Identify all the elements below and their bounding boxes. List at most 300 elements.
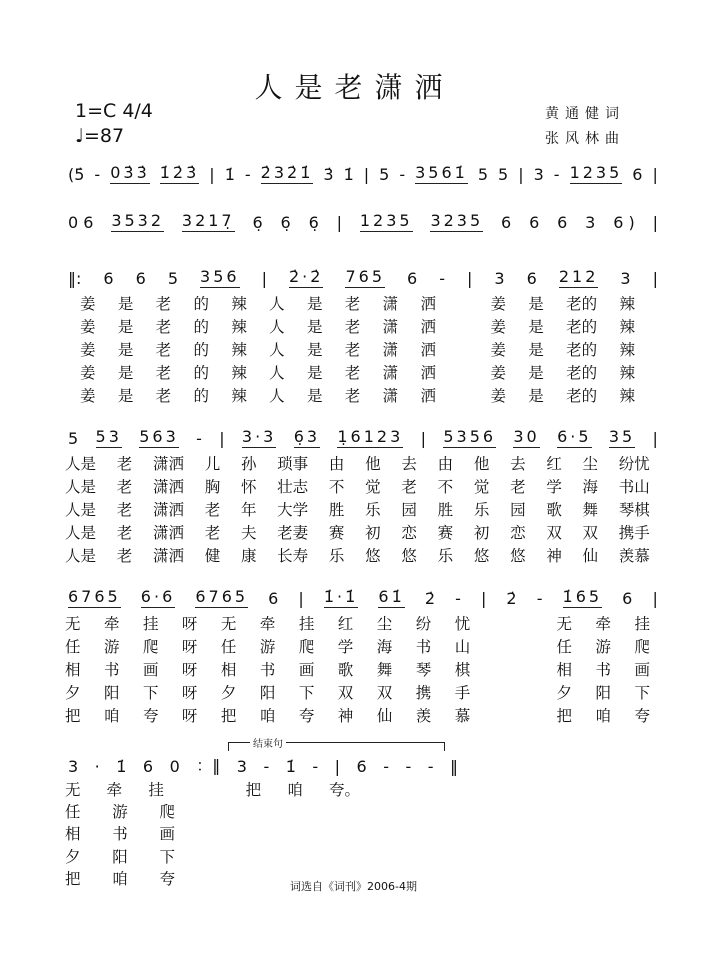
- lyric-word: [458, 315, 468, 337]
- lyric-word: 书山: [618, 478, 650, 496]
- lyrics-line: [80, 292, 635, 314]
- note: 3217̣: [181, 211, 235, 230]
- note: 2̇32̇1̇: [260, 163, 314, 182]
- note: 1̣6123: [337, 427, 404, 446]
- lyric-word: 牵: [106, 781, 123, 799]
- lyric-word: 去: [510, 455, 526, 473]
- lyric-word: 挂: [142, 615, 159, 633]
- lyric-word: 是: [117, 295, 134, 313]
- lyric-word: 是: [528, 364, 544, 382]
- lyric-word: 仙: [582, 547, 599, 565]
- lyric-word: 把: [245, 781, 262, 799]
- lyric-word: 辣: [619, 387, 635, 405]
- note: 61̇: [378, 587, 405, 606]
- lyric-word: 夸。: [328, 781, 360, 799]
- lyric-word: 胸: [204, 478, 221, 496]
- lyric-word: 双: [582, 524, 599, 542]
- lyric-word: 潇洒: [152, 455, 184, 473]
- note: 6: [501, 213, 512, 232]
- note: -: [427, 757, 434, 776]
- lyric-word: 人是: [65, 455, 97, 473]
- barline: |: [652, 429, 658, 448]
- lyrics-line: [65, 845, 175, 867]
- lyric-word: 洒: [420, 295, 436, 313]
- lyric-word: 孙: [240, 455, 257, 473]
- barline: |: [518, 165, 524, 184]
- lyric-word: 康: [240, 547, 257, 565]
- lyric-word: 初: [365, 524, 381, 542]
- lyric-word: 海: [376, 638, 393, 656]
- lyric-word: 老妻: [277, 524, 309, 542]
- lyric-word: 夸: [634, 707, 650, 725]
- lyric-word: 夸: [298, 707, 315, 725]
- lyric-word: 辣: [619, 295, 635, 313]
- lyric-word: 辣: [619, 341, 635, 359]
- lyric-word: 由: [437, 455, 454, 473]
- lyric-word: 人: [269, 341, 285, 359]
- lyric-word: 琴: [415, 661, 432, 679]
- barline: ‖:: [68, 269, 82, 288]
- note: 3: [68, 757, 79, 776]
- lyric-word: 潇: [382, 341, 399, 359]
- note: 6: [103, 269, 114, 288]
- note: -: [263, 757, 270, 776]
- lyric-word: 姜: [80, 318, 96, 336]
- lyric-word: 老: [155, 295, 172, 313]
- notation-line: [68, 752, 458, 776]
- lyric-word: 书: [415, 638, 432, 656]
- note: 3: [236, 757, 247, 776]
- lyric-word: 姜: [80, 364, 96, 382]
- lyric-word: 胜: [328, 501, 345, 519]
- lyric-word: 画: [298, 661, 315, 679]
- lyric-word: 下: [159, 848, 175, 866]
- note: 6̣: [308, 213, 319, 232]
- lyric-word: 尘: [582, 455, 599, 473]
- lyric-word: 书: [103, 661, 120, 679]
- lyric-word: 悠: [401, 547, 417, 565]
- lyrics-line: [80, 315, 635, 337]
- lyric-word: 老: [344, 364, 361, 382]
- note: 6: [135, 269, 146, 288]
- lyric-word: 老: [344, 318, 361, 336]
- lyric-word: 把: [65, 707, 81, 725]
- lyric-word: 忧: [454, 615, 471, 633]
- lyrics-line: [65, 521, 650, 543]
- lyric-word: 无: [556, 615, 573, 633]
- note: 3: [533, 165, 544, 184]
- lyric-word: 相: [220, 661, 237, 679]
- lyric-word: 咱: [103, 707, 120, 725]
- lyric-word: 辣: [619, 364, 635, 382]
- lyric-word: 是: [306, 318, 323, 336]
- lyrics-line: [65, 635, 650, 657]
- lyric-word: 携: [415, 684, 432, 702]
- note: 3: [585, 213, 596, 232]
- lyric-word: 呀: [181, 638, 198, 656]
- lyrics-line: [65, 778, 360, 800]
- lyric-word: 是: [306, 341, 323, 359]
- lyric-word: 长寿: [277, 547, 309, 565]
- lyric-word: 潇: [382, 318, 399, 336]
- lyric-word: 歌: [337, 661, 354, 679]
- lyric-word: 牵: [259, 615, 276, 633]
- note: 6: [557, 213, 568, 232]
- lyric-word: 游: [103, 638, 120, 656]
- lyric-word: 舞: [376, 661, 393, 679]
- note: 6·5: [557, 427, 592, 446]
- lyric-word: 爬: [634, 638, 650, 656]
- barline: |: [219, 429, 225, 448]
- lyric-word: 不: [328, 478, 345, 496]
- note: 6̣3: [293, 427, 321, 446]
- lyric-word: 书: [259, 661, 276, 679]
- lyric-word: 呀: [181, 684, 198, 702]
- note: 1̇: [116, 757, 127, 776]
- ending-label: 结束句: [250, 735, 286, 750]
- note: 53: [95, 427, 122, 446]
- note: -: [312, 757, 319, 776]
- lyric-word: 老的: [566, 318, 598, 336]
- note: 2̇: [506, 589, 517, 608]
- lyric-word: 悠: [365, 547, 381, 565]
- lyric-word: 洒: [420, 341, 436, 359]
- note: 3561̇: [415, 163, 468, 182]
- lyric-word: 双: [546, 524, 562, 542]
- lyric-word: 辣: [231, 318, 247, 336]
- note: 6̣: [252, 213, 263, 232]
- lyric-word: 老: [204, 501, 221, 519]
- lyric-word: 相: [65, 825, 81, 843]
- lyric-word: 赛: [437, 524, 454, 542]
- source-note: 词选自《词刊》2006-4期: [290, 880, 417, 893]
- lyric-word: 老: [344, 295, 361, 313]
- lyric-word: 呀: [181, 615, 198, 633]
- lyric-word: 由: [328, 455, 345, 473]
- lyric-word: [494, 612, 533, 634]
- lyric-word: 是: [117, 318, 134, 336]
- lyric-word: 洒: [420, 387, 436, 405]
- note: 6: [526, 269, 537, 288]
- lyric-word: 书: [112, 825, 128, 843]
- lyric-word: 园: [401, 501, 417, 519]
- lyric-word: 潇洒: [152, 547, 184, 565]
- notation-line: [68, 264, 658, 288]
- lyric-word: 咱: [595, 707, 612, 725]
- note: -: [94, 165, 101, 184]
- note: 765: [345, 267, 385, 286]
- note: 30: [513, 427, 540, 446]
- note: 5: [167, 269, 178, 288]
- lyric-word: 姜: [490, 387, 506, 405]
- note: (5̇: [68, 165, 85, 184]
- lyric-word: 儿: [204, 455, 221, 473]
- lyric-word: 棋: [454, 661, 471, 679]
- lyric-word: 阳: [112, 848, 128, 866]
- lyric-word: 爬: [159, 803, 175, 821]
- lyric-word: 琴棋: [618, 501, 650, 519]
- lyric-word: 画: [634, 661, 650, 679]
- note: 6: [622, 589, 633, 608]
- note: 1235: [359, 211, 413, 230]
- lyrics-line: [80, 338, 635, 360]
- lyric-word: [494, 658, 533, 680]
- lyric-word: 的: [193, 364, 209, 382]
- lyric-word: 咱: [112, 870, 128, 888]
- note: 6·6: [140, 587, 176, 606]
- lyric-word: 老: [116, 524, 133, 542]
- barline: |: [334, 757, 341, 776]
- composer-credit: 张风林曲: [545, 131, 625, 147]
- note: 1235: [569, 163, 623, 182]
- lyric-word: 下: [142, 684, 159, 702]
- lyric-word: 是: [117, 341, 134, 359]
- lyric-word: 是: [117, 364, 134, 382]
- note: 6̣: [280, 213, 291, 232]
- lyric-word: 把: [220, 707, 237, 725]
- lyric-word: 画: [159, 825, 175, 843]
- note: 0: [169, 757, 180, 776]
- lyric-word: 人是: [65, 501, 97, 519]
- barline: |: [652, 589, 658, 608]
- lyrics-line: [65, 800, 175, 822]
- note: 1̇: [285, 757, 296, 776]
- lyric-word: 潇洒: [152, 478, 184, 496]
- note: 5: [498, 165, 509, 184]
- lyric-word: 他: [473, 455, 490, 473]
- lyric-word: 觉: [473, 478, 490, 496]
- lyric-word: 潇: [382, 387, 399, 405]
- lyric-word: [458, 292, 468, 314]
- lyric-word: 悠: [510, 547, 526, 565]
- lyric-word: 老: [155, 364, 172, 382]
- lyric-word: [458, 338, 468, 360]
- lyric-word: 任: [65, 803, 81, 821]
- song-title: 人是老潇洒: [254, 71, 455, 104]
- lyric-word: 咱: [259, 707, 276, 725]
- lyric-word: 潇洒: [152, 524, 184, 542]
- lyric-word: 山: [454, 638, 471, 656]
- note: -: [244, 165, 251, 184]
- lyric-word: 是: [306, 364, 323, 382]
- note: 3̇: [323, 165, 334, 184]
- lyric-word: 无: [65, 615, 81, 633]
- lyric-word: 下: [298, 684, 315, 702]
- lyric-word: 夕: [65, 848, 81, 866]
- lyric-word: 夕: [220, 684, 237, 702]
- lyric-word: 仙: [376, 707, 393, 725]
- lyric-word: 相: [556, 661, 573, 679]
- lyrics-line: [65, 475, 650, 497]
- lyric-word: 呀: [181, 707, 198, 725]
- note: 212: [558, 267, 599, 286]
- lyric-word: 海: [582, 478, 599, 496]
- note: 3·3: [241, 427, 277, 446]
- lyric-word: 下: [634, 684, 650, 702]
- lyric-word: 相: [65, 661, 81, 679]
- barline: |: [420, 429, 426, 448]
- lyric-word: 老的: [566, 364, 598, 382]
- lyric-word: 乐: [473, 501, 490, 519]
- lyric-word: 恋: [510, 524, 526, 542]
- lyric-word: 人是: [65, 547, 97, 565]
- lyric-word: 辣: [231, 364, 247, 382]
- lyric-word: 纷忧: [618, 455, 650, 473]
- note: 356: [200, 267, 240, 286]
- lyric-word: 潇洒: [152, 501, 184, 519]
- barline: |: [480, 589, 487, 608]
- lyric-word: 辣: [231, 341, 247, 359]
- lyric-word: 夕: [65, 684, 81, 702]
- lyric-word: 老: [155, 387, 172, 405]
- note: 35: [608, 427, 636, 446]
- barline: |: [467, 269, 473, 288]
- note: -: [455, 589, 461, 608]
- note: -: [399, 165, 406, 184]
- lyric-word: 辣: [231, 295, 247, 313]
- lyric-word: 挂: [634, 615, 650, 633]
- lyric-word: 牵: [103, 615, 120, 633]
- lyric-word: 任: [65, 638, 81, 656]
- note: 6: [356, 757, 367, 776]
- note: 3: [494, 269, 505, 288]
- note: ·: [94, 757, 100, 776]
- lyric-word: 人是: [65, 478, 97, 496]
- lyric-word: 人: [269, 387, 285, 405]
- lyric-word: 老: [344, 341, 361, 359]
- lyric-word: 姜: [490, 295, 506, 313]
- barline: ：‖: [196, 756, 221, 775]
- barline: |: [298, 589, 304, 608]
- lyric-word: 是: [528, 341, 544, 359]
- note: 6: [268, 589, 279, 608]
- note: 5: [477, 165, 489, 184]
- lyric-word: 夫: [240, 524, 257, 542]
- lyrics-line: [65, 867, 175, 889]
- lyric-word: 恋: [401, 524, 417, 542]
- lyrics-line: [80, 361, 635, 383]
- lyric-word: 姜: [80, 295, 96, 313]
- lyric-word: 潇: [382, 364, 399, 382]
- lyric-word: 携手: [618, 524, 650, 542]
- note: -: [536, 589, 543, 608]
- lyric-word: 双: [376, 684, 393, 702]
- lyric-word: 洒: [420, 318, 436, 336]
- lyric-word: 神: [337, 707, 354, 725]
- lyric-word: 乐: [365, 501, 381, 519]
- lyric-word: 悠: [473, 547, 490, 565]
- note: 1̇2̇3̇: [159, 163, 200, 182]
- note: 03̇3̇: [110, 163, 150, 182]
- lyric-word: 不: [437, 478, 454, 496]
- lyric-word: 双: [337, 684, 354, 702]
- lyric-word: 赛: [328, 524, 345, 542]
- lyric-word: 姜: [80, 387, 96, 405]
- note: 3235: [430, 211, 484, 230]
- lyric-word: 的: [193, 295, 209, 313]
- tempo-marking: ♩=87: [75, 125, 125, 147]
- lyric-word: 纷: [415, 615, 432, 633]
- lyric-word: 爬: [142, 638, 159, 656]
- note: 1̇: [343, 165, 354, 184]
- lyric-word: 大学: [277, 501, 309, 519]
- notation-line: [68, 208, 658, 232]
- lyric-word: 姜: [490, 364, 506, 382]
- note: 6 ): [613, 213, 635, 232]
- note: -: [553, 165, 560, 184]
- lyric-word: 学: [546, 478, 562, 496]
- lyric-word: 胜: [437, 501, 454, 519]
- note: 6765: [68, 587, 121, 606]
- lyrics-line: [65, 544, 650, 566]
- lyric-word: 夸: [142, 707, 159, 725]
- note: -: [439, 269, 445, 288]
- lyrics-line: [65, 452, 650, 474]
- lyric-word: [494, 704, 533, 726]
- lyrics-line: [65, 658, 650, 680]
- note: 6765: [195, 587, 249, 606]
- barline: ‖: [449, 757, 458, 776]
- note: -: [383, 757, 389, 776]
- lyric-word: 羡: [415, 707, 432, 725]
- lyric-word: 夸: [159, 870, 175, 888]
- lyric-word: 壮志: [277, 478, 309, 496]
- lyric-word: 书: [595, 661, 612, 679]
- lyric-word: 挂: [148, 781, 164, 799]
- note: 563: [139, 427, 179, 446]
- note: -: [196, 429, 202, 448]
- lyric-word: 园: [510, 501, 526, 519]
- lyric-word: 老的: [566, 387, 598, 405]
- note: 2̇: [424, 589, 436, 608]
- lyric-word: 的: [193, 318, 209, 336]
- lyric-word: 是: [528, 387, 544, 405]
- notation-line: [68, 160, 658, 184]
- lyric-word: 人: [269, 318, 285, 336]
- note: 6: [632, 165, 643, 184]
- lyric-word: 游: [112, 803, 128, 821]
- lyric-word: 老: [204, 524, 221, 542]
- lyric-word: 初: [473, 524, 490, 542]
- lyric-word: 任: [220, 638, 237, 656]
- lyric-word: 是: [117, 387, 134, 405]
- lyric-word: [458, 361, 468, 383]
- lyric-word: 觉: [365, 478, 381, 496]
- barline: |: [336, 213, 342, 232]
- barline: |: [209, 165, 215, 184]
- lyric-word: 羡慕: [618, 547, 650, 565]
- lyric-word: 老: [344, 387, 361, 405]
- lyric-word: 健: [204, 547, 221, 565]
- lyric-word: [458, 384, 468, 406]
- note: 5: [68, 429, 79, 448]
- lyric-word: 人: [269, 295, 285, 313]
- lyric-word: [494, 635, 533, 657]
- lyric-word: 的: [193, 387, 209, 405]
- lyric-word: 老: [116, 501, 133, 519]
- lyric-word: 老: [401, 478, 417, 496]
- notation-line: [68, 424, 658, 448]
- lyrics-line: [80, 384, 635, 406]
- lyric-word: 牵: [595, 615, 612, 633]
- lyric-word: 人是: [65, 524, 97, 542]
- lyric-word: 无: [65, 781, 81, 799]
- lyric-word: 红: [546, 455, 562, 473]
- lyrics-line: [65, 704, 650, 726]
- barline: |: [652, 269, 658, 288]
- lyrics-line: [65, 498, 650, 520]
- notation-line: [68, 584, 658, 608]
